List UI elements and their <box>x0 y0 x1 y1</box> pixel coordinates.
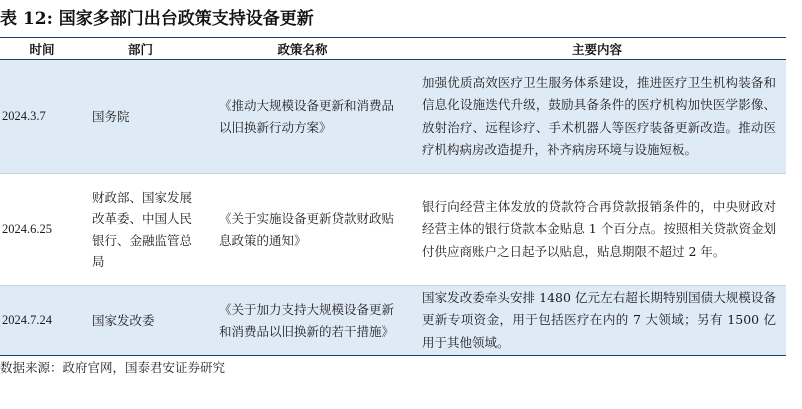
header-date: 时间 <box>0 38 84 60</box>
policy-table <box>0 37 786 356</box>
cell-date: 2024.6.25 <box>0 174 84 286</box>
header-policy-name: 政策名称 <box>197 38 408 60</box>
cell-policy-name: 《关于实施设备更新贷款财政贴息政策的通知》 <box>197 174 408 286</box>
table-header-row <box>0 38 786 60</box>
cell-date: 2024.7.24 <box>0 286 84 356</box>
header-main-content: 主要内容 <box>408 38 786 60</box>
cell-main-content: 加强优质高效医疗卫生服务体系建设，推进医疗卫生机构装备和信息化设施迭代升级，鼓励具备条件的医疗机构加快医学影像、放射治疗、远程诊疗、手术机器人等医疗装备更新改造。推动医疗机构病房改造提升，补齐病房环境与设施短板。 <box>408 60 786 174</box>
cell-date: 2024.3.7 <box>0 60 84 174</box>
cropped-next-line <box>0 402 330 409</box>
table-row <box>0 60 786 174</box>
data-source-note: 数据来源：政府官网，国泰君安证券研究 <box>0 360 226 375</box>
cell-policy-name: 《推动大规模设备更新和消费品以旧换新行动方案》 <box>197 60 408 174</box>
cell-department: 国务院 <box>84 60 197 174</box>
table-row <box>0 286 786 356</box>
cell-department: 财政部、国家发展改革委、中国人民银行、金融监管总局 <box>84 174 197 286</box>
cell-main-content: 国家发改委牵头安排 1480 亿元左右超长期特别国债大规模设备更新专项资金，用于包括医疗在内的 7 大领域；另有 1500 亿用于其他领域。 <box>408 286 786 356</box>
table-row <box>0 174 786 286</box>
cell-main-content: 银行向经营主体发放的贷款符合再贷款报销条件的，中央财政对经营主体的银行贷款本金贴息 1 个百分点。按照相关贷款资金划付供应商账户之日起予以贴息，贴息期限不超过 2 年。 <box>408 174 786 286</box>
header-department: 部门 <box>84 38 197 60</box>
cell-policy-name: 《关于加力支持大规模设备更新和消费品以旧换新的若干措施》 <box>197 286 408 356</box>
cell-department: 国家发改委 <box>84 286 197 356</box>
table-title: 表 12: 国家多部门出台政策支持设备更新 <box>0 9 314 29</box>
